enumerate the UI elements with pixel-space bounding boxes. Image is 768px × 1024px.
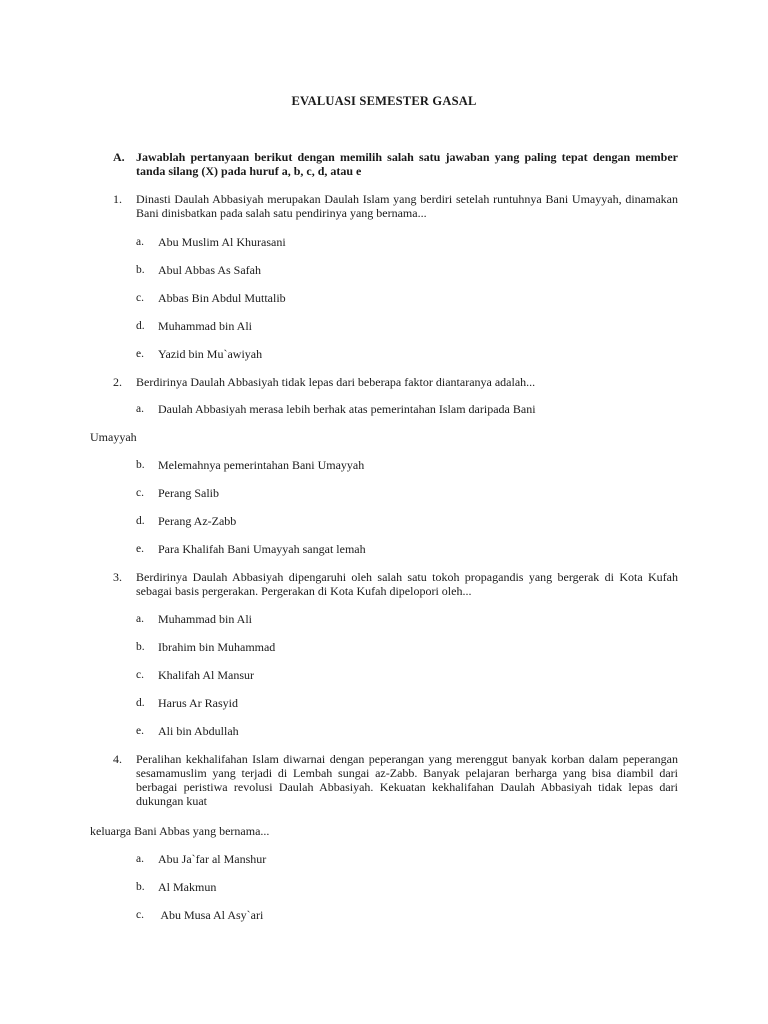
option-label: a. [136, 853, 144, 865]
option-text: Muhammad bin Ali [158, 319, 252, 333]
question-text: Dinasti Daulah Abbasiyah merupakan Daulah Islam yang berdiri setelah runtuhnya Bani Umayyah, dinamakan Bani dinisbatkan pada salah satu pendirinya yang bernama... [136, 192, 678, 220]
option-text: Muhammad bin Ali [158, 612, 252, 626]
option-label: c. [136, 669, 144, 681]
option-label: a. [136, 613, 144, 625]
option-text: Abu Muslim Al Khurasani [158, 235, 286, 249]
section-instruction: Jawablah pertanyaan berikut dengan memilih salah satu jawaban yang paling tepat dengan member tanda silang (X) pada huruf a, b, c, d, atau e [136, 150, 678, 178]
option-continuation: Umayyah [90, 430, 137, 444]
option-label: e. [136, 348, 144, 360]
option-label: b. [136, 641, 145, 653]
option-text: Harus Ar Rasyid [158, 696, 238, 710]
option-label: e. [136, 543, 144, 555]
question-continuation: keluarga Bani Abbas yang bernama... [90, 824, 270, 838]
option-label: b. [136, 264, 145, 276]
option-text: Perang Az-Zabb [158, 514, 237, 528]
option-text: Abu Musa Al Asy`ari [158, 908, 264, 922]
option-text: Para Khalifah Bani Umayyah sangat lemah [158, 542, 366, 556]
question-number: 2. [113, 375, 122, 389]
option-text: Melemahnya pemerintahan Bani Umayyah [158, 458, 365, 472]
option-label: a. [136, 236, 144, 248]
option-label: d. [136, 515, 145, 527]
question-text: Berdirinya Daulah Abbasiyah dipengaruhi oleh salah satu tokoh propagandis yang bergerak di Kota Kufah sebagai basis pergerakan. Pergerakan di Kota Kufah dipelopori oleh... [136, 570, 678, 598]
option-label: c. [136, 487, 144, 499]
question-text: Peralihan kekhalifahan Islam diwarnai dengan peperangan yang merenggut banyak korban dalam peperangan sesamamuslim yang terjadi di Lembah sungai az-Zabb. Banyak pelajaran berharga yang bisa diambil dari berbagai peristiwa revolusi Daulah Abbasiyah. Kekuatan kekhalifahan Daulah Abbasiyah tidak lepas dari dukungan kuat [136, 752, 678, 808]
option-text: Abu Ja`far al Manshur [158, 852, 267, 866]
option-text: Khalifah Al Mansur [158, 668, 254, 682]
question-number: 1. [113, 192, 122, 206]
question-number: 4. [113, 752, 122, 766]
option-label: d. [136, 697, 145, 709]
option-text: Abul Abbas As Safah [158, 263, 261, 277]
option-text: Daulah Abbasiyah merasa lebih berhak atas pemerintahan Islam daripada Bani [158, 402, 536, 416]
option-label: b. [136, 881, 145, 893]
page-title: EVALUASI SEMESTER GASAL [291, 94, 477, 108]
option-label: c. [136, 292, 144, 304]
option-text: Ali bin Abdullah [158, 724, 239, 738]
option-label: c. [136, 909, 144, 921]
option-text: Yazid bin Mu`awiyah [158, 347, 263, 361]
section-letter: A. [113, 150, 125, 164]
option-text: Al Makmun [158, 880, 217, 894]
option-text: Perang Salib [158, 486, 219, 500]
option-label: e. [136, 725, 144, 737]
option-text: Abbas Bin Abdul Muttalib [158, 291, 286, 305]
option-label: d. [136, 320, 145, 332]
option-label: b. [136, 459, 145, 471]
option-label: a. [136, 403, 144, 415]
option-text: Ibrahim bin Muhammad [158, 640, 276, 654]
question-text: Berdirinya Daulah Abbasiyah tidak lepas dari beberapa faktor diantaranya adalah... [136, 375, 536, 389]
question-number: 3. [113, 570, 122, 584]
